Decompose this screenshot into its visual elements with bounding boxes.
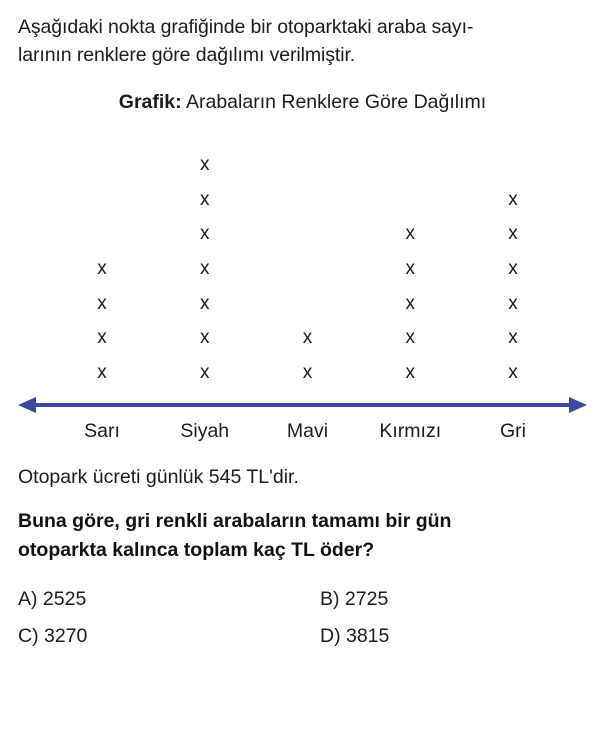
dot-marker: x <box>200 188 210 210</box>
dot-plot <box>18 140 587 443</box>
dot-marker: x <box>200 292 210 314</box>
category-label-siyah: Siyah <box>180 420 230 443</box>
dot-marker: x <box>97 292 107 314</box>
dot-marker: x <box>405 361 415 383</box>
category-labels <box>18 420 587 443</box>
fee-text: Otopark ücreti günlük 545 TL'dir. <box>18 466 299 489</box>
dot-marker: x <box>97 258 107 279</box>
dot-marker: x <box>97 361 107 383</box>
question-line-1: Buna göre, gri renkli arabaların tamamı bir gün <box>18 510 452 533</box>
category-label-sari: Sarı <box>84 420 120 443</box>
question-text <box>18 507 587 564</box>
dot-marker: x <box>508 258 518 279</box>
dot-marker: x <box>405 327 415 349</box>
option-b[interactable]: B) 2725 <box>320 587 389 610</box>
answer-options <box>18 588 587 648</box>
chart-title-text: Arabaların Renklere Göre Dağılımı <box>185 91 487 114</box>
dot-marker: x <box>405 258 415 279</box>
option-row <box>18 625 587 648</box>
dot-column-mavi <box>268 140 348 390</box>
dot-marker: x <box>405 292 415 314</box>
dot-column-gri <box>473 140 553 390</box>
dot-marker: x <box>508 223 518 245</box>
category-label-mavi: Mavi <box>286 420 329 443</box>
option-c[interactable]: C) 3270 <box>18 624 88 647</box>
category-label-gri: Gri <box>500 420 526 443</box>
chart-title-label: Grafik: <box>118 91 182 114</box>
dot-marker: x <box>97 327 107 349</box>
chart-title <box>18 91 587 114</box>
dot-column-kirmizi <box>370 140 450 390</box>
dot-marker: x <box>200 327 210 349</box>
dot-marker: x <box>508 361 518 383</box>
intro-line-1: Aşağıdaki nokta grafiğinde bir otoparktaki araba sayı- <box>18 16 474 38</box>
double-arrow-icon <box>18 394 587 416</box>
dot-columns <box>18 140 587 390</box>
option-row <box>18 588 587 611</box>
option-d[interactable]: D) 3815 <box>320 624 390 647</box>
dot-marker: x <box>200 223 210 245</box>
dot-marker: x <box>508 292 518 314</box>
dot-marker: x <box>508 188 518 210</box>
dot-marker: x <box>200 154 210 176</box>
intro-line-2: larının renklere göre dağılımı verilmiştir. <box>18 43 356 66</box>
dot-marker: x <box>302 361 313 383</box>
option-a[interactable]: A) 2525 <box>18 587 87 610</box>
dot-column-siyah <box>165 140 245 390</box>
dot-marker: x <box>405 223 415 245</box>
dot-marker: x <box>302 327 313 349</box>
intro-paragraph <box>18 14 587 69</box>
dot-column-sari <box>62 140 142 390</box>
dot-marker: x <box>200 361 210 383</box>
dot-marker: x <box>508 327 518 349</box>
dot-marker: x <box>200 258 210 279</box>
axis-arrow-line <box>18 394 587 416</box>
question-line-2: otoparkta kalınca toplam kaç TL öder? <box>18 538 375 561</box>
category-label-kirmizi: Kırmızı <box>379 420 442 443</box>
